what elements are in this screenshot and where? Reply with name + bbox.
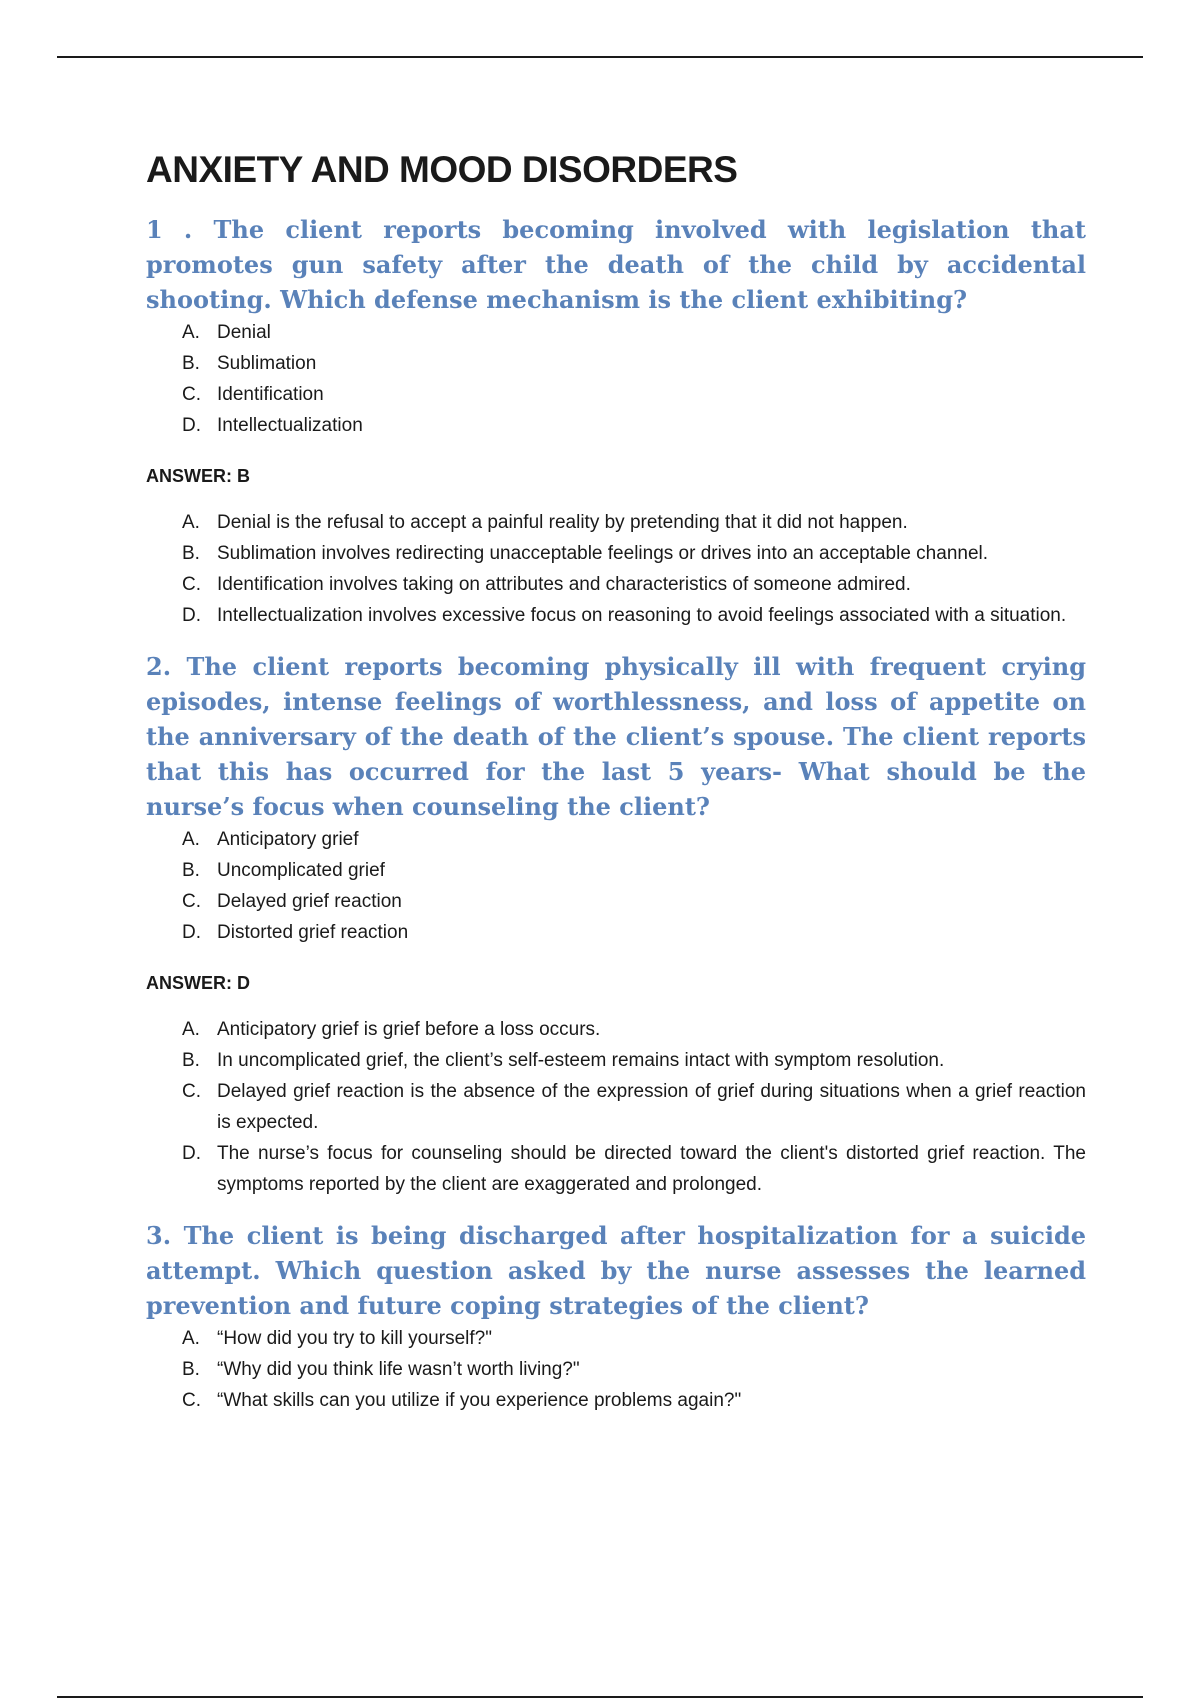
option-text: “Why did you think life wasn’t worth living?": [217, 1359, 580, 1381]
option-text: Distorted grief reaction: [217, 922, 409, 944]
explanations-list: [146, 1014, 1086, 1200]
option-letter: B.: [182, 353, 200, 375]
explanation-text: Anticipatory grief is grief before a loss occurs.: [217, 1019, 601, 1041]
option-letter: A.: [182, 322, 200, 344]
document-title: ANXIETY AND MOOD DISORDERS: [146, 149, 738, 190]
top-rule: [57, 56, 1143, 58]
option-text: Anticipatory grief: [217, 829, 359, 851]
explanation-letter: B.: [182, 1050, 200, 1072]
explanation-text: Intellectualization involves excessive focus on reasoning to avoid feelings associated with a situation.: [217, 605, 1067, 627]
explanation-letter: C.: [182, 574, 201, 596]
question-block-3: [146, 1218, 1086, 1416]
option-item: [146, 317, 1086, 348]
explanation-letter: A.: [182, 1019, 200, 1041]
explanations-list: [146, 507, 1086, 631]
question-text: 2. The client reports becoming physically ill with frequent crying episodes, intense feelings of worthlessness, and loss of appetite on the anniversary of the death of the client’s spouse. The client reports that this has occurred for the last 5 years- What should be the nurse’s focus when counseling the client?: [146, 652, 1086, 822]
option-letter: A.: [182, 829, 200, 851]
option-text: Intellectualization: [217, 415, 363, 437]
explanation-letter: A.: [182, 512, 200, 534]
explanation-text: In uncomplicated grief, the client’s self-esteem remains intact with symptom resolution.: [217, 1050, 945, 1072]
option-text: Uncomplicated grief: [217, 860, 385, 882]
option-item: [146, 886, 1086, 917]
explanation-item: [146, 569, 1086, 600]
option-text: Identification: [217, 384, 324, 406]
explanation-text: Denial is the refusal to accept a painful reality by pretending that it did not happen.: [217, 512, 908, 534]
option-letter: C.: [182, 384, 201, 406]
option-item: [146, 1385, 1086, 1416]
option-text: Sublimation: [217, 353, 317, 375]
explanation-text: Delayed grief reaction is the absence of the expression of grief during situations when a grief reaction is expected.: [217, 1081, 1086, 1134]
option-text: “How did you try to kill yourself?": [217, 1328, 492, 1350]
options-list: [146, 1323, 1086, 1416]
explanation-item: [146, 1045, 1086, 1076]
explanation-letter: C.: [182, 1081, 201, 1103]
option-letter: D.: [182, 922, 201, 944]
option-letter: D.: [182, 415, 201, 437]
explanation-item: [146, 1138, 1086, 1200]
option-item: [146, 348, 1086, 379]
option-item: [146, 1354, 1086, 1385]
option-letter: B.: [182, 1359, 200, 1381]
bottom-rule: [57, 1696, 1143, 1698]
option-item: [146, 410, 1086, 441]
answer-label: ANSWER: D: [146, 973, 250, 994]
option-item: [146, 379, 1086, 410]
explanation-letter: D.: [182, 1143, 201, 1165]
question-block-1: [146, 212, 1086, 631]
explanation-item: [146, 507, 1086, 538]
explanation-item: [146, 600, 1086, 631]
explanation-letter: B.: [182, 543, 200, 565]
explanation-text: Identification involves taking on attributes and characteristics of someone admired.: [217, 574, 911, 596]
option-text: “What skills can you utilize if you experience problems again?": [217, 1390, 742, 1412]
option-item: [146, 1323, 1086, 1354]
question-text: 3. The client is being discharged after hospitalization for a suicide attempt. Which question asked by the nurse assesses the learned prevention and future coping strategies of the client?: [146, 1221, 1086, 1321]
explanation-text: Sublimation involves redirecting unacceptable feelings or drives into an acceptable channel.: [217, 543, 989, 565]
question-text: 1 . The client reports becoming involved with legislation that promotes gun safety after the death of the child by accidental shooting. Which defense mechanism is the client exhibiting?: [146, 215, 1086, 315]
option-text: Delayed grief reaction: [217, 891, 402, 913]
option-item: [146, 855, 1086, 886]
option-letter: B.: [182, 860, 200, 882]
option-letter: C.: [182, 891, 201, 913]
explanation-text: The nurse’s focus for counseling should be directed toward the client's distorted grief reaction. The symptoms reported by the client are exaggerated and prolonged.: [217, 1143, 1086, 1196]
page-content: [146, 148, 1086, 1434]
explanation-item: [146, 1076, 1086, 1138]
option-letter: C.: [182, 1390, 201, 1412]
option-letter: A.: [182, 1328, 200, 1350]
option-item: [146, 824, 1086, 855]
explanation-item: [146, 538, 1086, 569]
option-item: [146, 917, 1086, 948]
question-block-2: [146, 649, 1086, 1200]
explanation-item: [146, 1014, 1086, 1045]
explanation-letter: D.: [182, 605, 201, 627]
options-list: [146, 824, 1086, 948]
answer-label: ANSWER: B: [146, 466, 250, 487]
option-text: Denial: [217, 322, 271, 344]
options-list: [146, 317, 1086, 441]
